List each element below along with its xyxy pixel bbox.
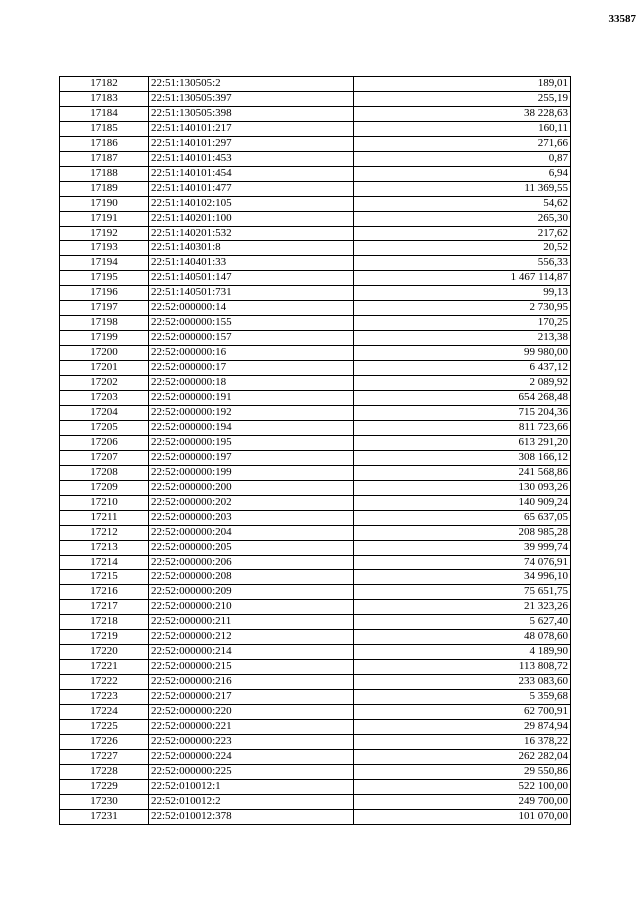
table-row bbox=[60, 405, 571, 420]
cadastral-value-cell: 39 999,74 bbox=[354, 540, 571, 555]
cadastral-number-cell: 22:52:000000:202 bbox=[149, 495, 354, 510]
cadastral-value-cell: 99,13 bbox=[354, 286, 571, 301]
cadastral-value-cell: 6 437,12 bbox=[354, 361, 571, 376]
row-number-cell: 17192 bbox=[60, 226, 149, 241]
table-row bbox=[60, 241, 571, 256]
row-number-cell: 17197 bbox=[60, 301, 149, 316]
cadastral-number-cell: 22:52:000000:224 bbox=[149, 749, 354, 764]
row-number-cell: 17225 bbox=[60, 719, 149, 734]
cadastral-number-cell: 22:52:000000:221 bbox=[149, 719, 354, 734]
cadastral-value-cell: 21 323,26 bbox=[354, 600, 571, 615]
cadastral-number-cell: 22:52:010012:378 bbox=[149, 809, 354, 824]
cadastral-value-cell: 11 369,55 bbox=[354, 181, 571, 196]
cadastral-value-cell: 208 985,28 bbox=[354, 525, 571, 540]
table-row bbox=[60, 525, 571, 540]
table-row bbox=[60, 166, 571, 181]
cadastral-number-cell: 22:51:140101:297 bbox=[149, 136, 354, 151]
cadastral-value-cell: 241 568,86 bbox=[354, 465, 571, 480]
cadastral-value-cell: 556,33 bbox=[354, 256, 571, 271]
cadastral-value-cell: 262 282,04 bbox=[354, 749, 571, 764]
cadastral-number-cell: 22:52:000000:200 bbox=[149, 480, 354, 495]
cadastral-value-cell: 2 730,95 bbox=[354, 301, 571, 316]
cadastral-number-cell: 22:51:140201:100 bbox=[149, 211, 354, 226]
row-number-cell: 17224 bbox=[60, 705, 149, 720]
cadastral-number-cell: 22:52:000000:191 bbox=[149, 391, 354, 406]
row-number-cell: 17226 bbox=[60, 734, 149, 749]
row-number-cell: 17212 bbox=[60, 525, 149, 540]
row-number-cell: 17194 bbox=[60, 256, 149, 271]
row-number-cell: 17223 bbox=[60, 690, 149, 705]
cadastral-value-cell: 99 980,00 bbox=[354, 346, 571, 361]
cadastral-number-cell: 22:51:140201:532 bbox=[149, 226, 354, 241]
table-row bbox=[60, 495, 571, 510]
row-number-cell: 17231 bbox=[60, 809, 149, 824]
cadastral-number-cell: 22:52:000000:223 bbox=[149, 734, 354, 749]
cadastral-number-cell: 22:52:000000:216 bbox=[149, 675, 354, 690]
row-number-cell: 17221 bbox=[60, 660, 149, 675]
cadastral-number-cell: 22:52:000000:157 bbox=[149, 331, 354, 346]
cadastral-number-cell: 22:52:000000:209 bbox=[149, 585, 354, 600]
table-row bbox=[60, 316, 571, 331]
cadastral-number-cell: 22:51:140101:477 bbox=[149, 181, 354, 196]
row-number-cell: 17195 bbox=[60, 271, 149, 286]
cadastral-value-cell: 233 083,60 bbox=[354, 675, 571, 690]
cadastral-value-cell: 213,38 bbox=[354, 331, 571, 346]
row-number-cell: 17227 bbox=[60, 749, 149, 764]
cadastral-value-cell: 29 550,86 bbox=[354, 764, 571, 779]
table-row bbox=[60, 106, 571, 121]
cadastral-number-cell: 22:51:140102:105 bbox=[149, 196, 354, 211]
table-row bbox=[60, 77, 571, 92]
cadastral-number-cell: 22:52:000000:210 bbox=[149, 600, 354, 615]
row-number-cell: 17214 bbox=[60, 555, 149, 570]
table-row bbox=[60, 480, 571, 495]
table-row bbox=[60, 256, 571, 271]
table-row bbox=[60, 420, 571, 435]
table-row bbox=[60, 391, 571, 406]
row-number-cell: 17187 bbox=[60, 151, 149, 166]
row-number-cell: 17183 bbox=[60, 91, 149, 106]
cadastral-value-cell: 20,52 bbox=[354, 241, 571, 256]
cadastral-value-cell: 75 651,75 bbox=[354, 585, 571, 600]
table-row bbox=[60, 660, 571, 675]
table-row bbox=[60, 749, 571, 764]
cadastral-number-cell: 22:51:140301:8 bbox=[149, 241, 354, 256]
row-number-cell: 17222 bbox=[60, 675, 149, 690]
table-row bbox=[60, 226, 571, 241]
cadastral-number-cell: 22:51:130505:397 bbox=[149, 91, 354, 106]
table-row bbox=[60, 181, 571, 196]
table-row bbox=[60, 570, 571, 585]
cadastral-value-cell: 29 874,94 bbox=[354, 719, 571, 734]
cadastral-value-cell: 160,11 bbox=[354, 121, 571, 136]
table-row bbox=[60, 435, 571, 450]
cadastral-value-cell: 34 996,10 bbox=[354, 570, 571, 585]
row-number-cell: 17219 bbox=[60, 630, 149, 645]
table-body bbox=[60, 77, 571, 825]
row-number-cell: 17218 bbox=[60, 615, 149, 630]
row-number-cell: 17217 bbox=[60, 600, 149, 615]
row-number-cell: 17201 bbox=[60, 361, 149, 376]
cadastral-value-cell: 2 089,92 bbox=[354, 376, 571, 391]
cadastral-value-cell: 217,62 bbox=[354, 226, 571, 241]
table-row bbox=[60, 465, 571, 480]
cadastral-number-cell: 22:52:000000:205 bbox=[149, 540, 354, 555]
table-row bbox=[60, 346, 571, 361]
table-row bbox=[60, 91, 571, 106]
table-row bbox=[60, 809, 571, 824]
table-row bbox=[60, 121, 571, 136]
row-number-cell: 17185 bbox=[60, 121, 149, 136]
cadastral-number-cell: 22:52:000000:16 bbox=[149, 346, 354, 361]
cadastral-value-cell: 522 100,00 bbox=[354, 779, 571, 794]
table-row bbox=[60, 450, 571, 465]
table-row bbox=[60, 630, 571, 645]
row-number-cell: 17228 bbox=[60, 764, 149, 779]
table-row bbox=[60, 510, 571, 525]
cadastral-number-cell: 22:51:140401:33 bbox=[149, 256, 354, 271]
cadastral-number-cell: 22:51:140101:217 bbox=[149, 121, 354, 136]
cadastral-value-cell: 38 228,63 bbox=[354, 106, 571, 121]
cadastral-number-cell: 22:52:000000:225 bbox=[149, 764, 354, 779]
row-number-cell: 17213 bbox=[60, 540, 149, 555]
row-number-cell: 17202 bbox=[60, 376, 149, 391]
cadastral-value-cell: 255,19 bbox=[354, 91, 571, 106]
row-number-cell: 17188 bbox=[60, 166, 149, 181]
table-row bbox=[60, 585, 571, 600]
row-number-cell: 17186 bbox=[60, 136, 149, 151]
row-number-cell: 17220 bbox=[60, 645, 149, 660]
table-row bbox=[60, 540, 571, 555]
row-number-cell: 17208 bbox=[60, 465, 149, 480]
table-row bbox=[60, 271, 571, 286]
row-number-cell: 17209 bbox=[60, 480, 149, 495]
row-number-cell: 17196 bbox=[60, 286, 149, 301]
row-number-cell: 17216 bbox=[60, 585, 149, 600]
cadastral-value-cell: 48 078,60 bbox=[354, 630, 571, 645]
cadastral-number-cell: 22:52:000000:155 bbox=[149, 316, 354, 331]
table-row bbox=[60, 705, 571, 720]
cadastral-value-cell: 249 700,00 bbox=[354, 794, 571, 809]
cadastral-number-cell: 22:52:010012:2 bbox=[149, 794, 354, 809]
table-row bbox=[60, 555, 571, 570]
cadastral-value-cell: 271,66 bbox=[354, 136, 571, 151]
table-row bbox=[60, 600, 571, 615]
table-row bbox=[60, 675, 571, 690]
table-row bbox=[60, 211, 571, 226]
row-number-cell: 17207 bbox=[60, 450, 149, 465]
cadastral-number-cell: 22:51:130505:2 bbox=[149, 77, 354, 92]
cadastral-number-cell: 22:52:000000:203 bbox=[149, 510, 354, 525]
row-number-cell: 17200 bbox=[60, 346, 149, 361]
row-number-cell: 17204 bbox=[60, 405, 149, 420]
cadastral-number-cell: 22:52:000000:18 bbox=[149, 376, 354, 391]
cadastral-number-cell: 22:52:000000:199 bbox=[149, 465, 354, 480]
cadastral-number-cell: 22:52:000000:192 bbox=[149, 405, 354, 420]
cadastral-number-cell: 22:52:000000:211 bbox=[149, 615, 354, 630]
row-number-cell: 17182 bbox=[60, 77, 149, 92]
cadastral-number-cell: 22:52:000000:195 bbox=[149, 435, 354, 450]
cadastral-number-cell: 22:52:000000:208 bbox=[149, 570, 354, 585]
table-row bbox=[60, 615, 571, 630]
cadastral-value-cell: 62 700,91 bbox=[354, 705, 571, 720]
row-number-cell: 17229 bbox=[60, 779, 149, 794]
row-number-cell: 17191 bbox=[60, 211, 149, 226]
cadastral-value-cell: 189,01 bbox=[354, 77, 571, 92]
cadastral-number-cell: 22:52:000000:217 bbox=[149, 690, 354, 705]
cadastral-number-cell: 22:52:000000:214 bbox=[149, 645, 354, 660]
cadastral-value-cell: 130 093,26 bbox=[354, 480, 571, 495]
cadastral-value-cell: 265,30 bbox=[354, 211, 571, 226]
table-row bbox=[60, 779, 571, 794]
cadastral-number-cell: 22:52:000000:204 bbox=[149, 525, 354, 540]
cadastral-number-cell: 22:52:000000:14 bbox=[149, 301, 354, 316]
cadastral-value-cell: 5 359,68 bbox=[354, 690, 571, 705]
row-number-cell: 17193 bbox=[60, 241, 149, 256]
cadastral-value-cell: 654 268,48 bbox=[354, 391, 571, 406]
table-row bbox=[60, 286, 571, 301]
cadastral-value-cell: 1 467 114,87 bbox=[354, 271, 571, 286]
cadastral-value-cell: 65 637,05 bbox=[354, 510, 571, 525]
cadastral-value-cell: 613 291,20 bbox=[354, 435, 571, 450]
row-number-cell: 17198 bbox=[60, 316, 149, 331]
row-number-cell: 17203 bbox=[60, 391, 149, 406]
cadastral-number-cell: 22:51:140101:454 bbox=[149, 166, 354, 181]
cadastral-value-cell: 54,62 bbox=[354, 196, 571, 211]
cadastral-number-cell: 22:52:010012:1 bbox=[149, 779, 354, 794]
table-row bbox=[60, 645, 571, 660]
table-row bbox=[60, 136, 571, 151]
table-row bbox=[60, 719, 571, 734]
row-number-cell: 17230 bbox=[60, 794, 149, 809]
cadastral-value-cell: 811 723,66 bbox=[354, 420, 571, 435]
table-row bbox=[60, 734, 571, 749]
table-row bbox=[60, 331, 571, 346]
table-row bbox=[60, 361, 571, 376]
cadastral-value-cell: 101 070,00 bbox=[354, 809, 571, 824]
cadastral-number-cell: 22:51:140101:453 bbox=[149, 151, 354, 166]
cadastral-number-cell: 22:52:000000:17 bbox=[149, 361, 354, 376]
row-number-cell: 17189 bbox=[60, 181, 149, 196]
cadastral-number-cell: 22:52:000000:206 bbox=[149, 555, 354, 570]
table-row bbox=[60, 690, 571, 705]
cadastral-number-cell: 22:52:000000:215 bbox=[149, 660, 354, 675]
table-row bbox=[60, 301, 571, 316]
row-number-cell: 17210 bbox=[60, 495, 149, 510]
row-number-cell: 17190 bbox=[60, 196, 149, 211]
cadastral-number-cell: 22:51:140501:731 bbox=[149, 286, 354, 301]
row-number-cell: 17206 bbox=[60, 435, 149, 450]
cadastral-number-cell: 22:52:000000:212 bbox=[149, 630, 354, 645]
cadastral-number-cell: 22:52:000000:194 bbox=[149, 420, 354, 435]
cadastral-value-cell: 5 627,40 bbox=[354, 615, 571, 630]
cadastral-value-table bbox=[59, 76, 571, 825]
table-row bbox=[60, 376, 571, 391]
cadastral-number-cell: 22:52:000000:220 bbox=[149, 705, 354, 720]
cadastral-value-cell: 16 378,22 bbox=[354, 734, 571, 749]
cadastral-value-cell: 140 909,24 bbox=[354, 495, 571, 510]
cadastral-value-cell: 74 076,91 bbox=[354, 555, 571, 570]
cadastral-value-cell: 113 808,72 bbox=[354, 660, 571, 675]
row-number-cell: 17199 bbox=[60, 331, 149, 346]
cadastral-value-cell: 4 189,90 bbox=[354, 645, 571, 660]
row-number-cell: 17211 bbox=[60, 510, 149, 525]
cadastral-number-cell: 22:51:130505:398 bbox=[149, 106, 354, 121]
cadastral-value-cell: 6,94 bbox=[354, 166, 571, 181]
row-number-cell: 17215 bbox=[60, 570, 149, 585]
table-row bbox=[60, 794, 571, 809]
table-row bbox=[60, 196, 571, 211]
cadastral-value-cell: 0,87 bbox=[354, 151, 571, 166]
cadastral-number-cell: 22:51:140501:147 bbox=[149, 271, 354, 286]
cadastral-value-cell: 308 166,12 bbox=[354, 450, 571, 465]
row-number-cell: 17205 bbox=[60, 420, 149, 435]
table-row bbox=[60, 151, 571, 166]
row-number-cell: 17184 bbox=[60, 106, 149, 121]
cadastral-value-cell: 170,25 bbox=[354, 316, 571, 331]
cadastral-number-cell: 22:52:000000:197 bbox=[149, 450, 354, 465]
page-number: 33587 bbox=[608, 13, 636, 25]
table-row bbox=[60, 764, 571, 779]
cadastral-value-cell: 715 204,36 bbox=[354, 405, 571, 420]
